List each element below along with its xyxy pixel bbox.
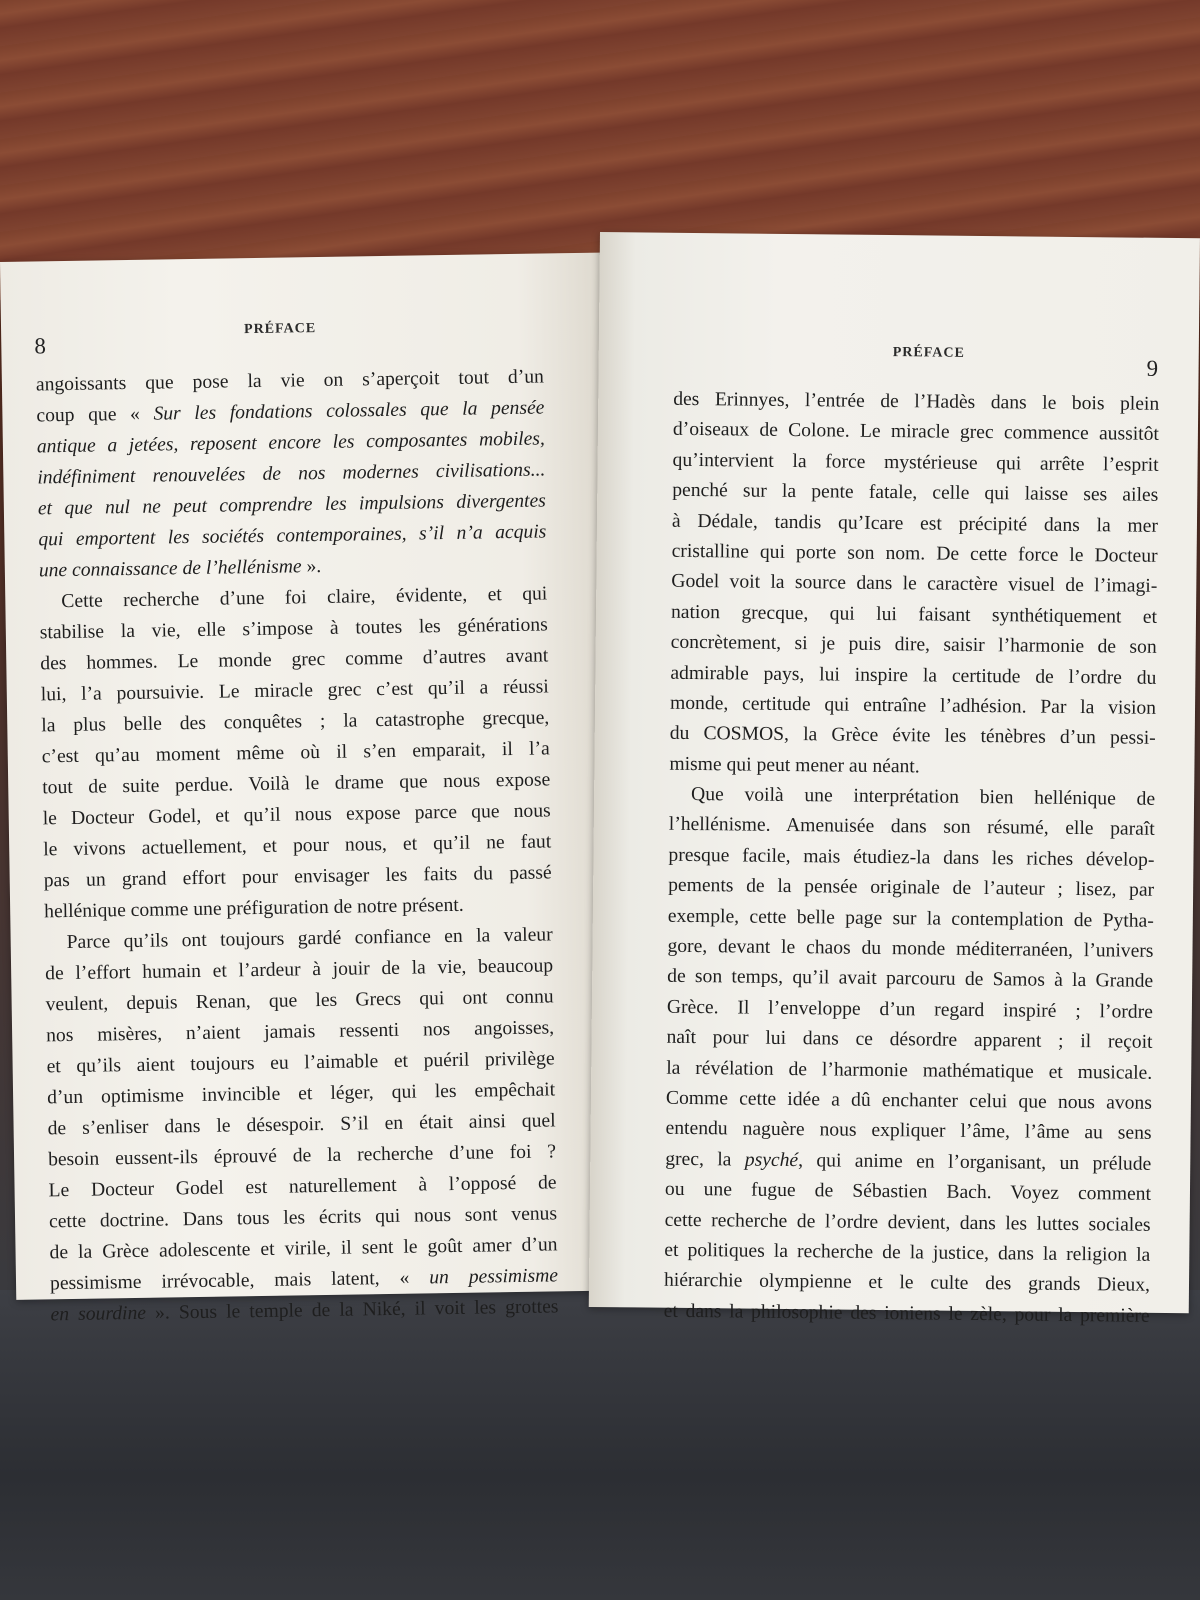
- text-line: [668, 901, 1154, 936]
- text-segment: le Docteur Godel, et qu’il nous expose parce que nous: [42, 800, 551, 830]
- text-segment: misme qui peut mener au néant.: [669, 753, 920, 778]
- text-line: [667, 962, 1153, 997]
- text-line: [670, 719, 1156, 754]
- text-line: [669, 810, 1155, 845]
- text-line: [664, 1266, 1150, 1301]
- text-segment: grec, la: [665, 1148, 745, 1171]
- text-line: [669, 749, 1155, 784]
- text-segment: hellénique comme une préfiguration de notre présent.: [44, 894, 464, 923]
- text-segment: Godel voit la source dans le caractère visuel de l’imagi-: [671, 571, 1158, 598]
- text-segment: à Dédale, tandis qu’Icare est précipité dans la mer: [671, 510, 1159, 537]
- text-segment: ou une fugue de Sébastien Bach. Voyez comment: [664, 1178, 1152, 1205]
- text-segment: ». Sous le temple de la Niké, il voit les grottes: [145, 1296, 559, 1324]
- text-segment: des hommes. Le monde grec comme d’autres avant: [40, 645, 549, 675]
- text-segment: concrètement, si je puis dire, saisir l’harmonie de son: [670, 631, 1157, 658]
- text-segment: Le Docteur Godel est naturellement à l’opposé de: [48, 1172, 557, 1202]
- text-line: [672, 506, 1158, 541]
- italic-quote-text: indéfiniment renouvelées de nos modernes civilisations...: [37, 459, 546, 489]
- running-head: PRÉFACE: [892, 345, 965, 361]
- text-segment: Que voilà une interprétation bien hellénique de: [691, 784, 1156, 810]
- italic-quote-text: en sourdine: [50, 1302, 147, 1326]
- text-segment: lui, l’a poursuivie. Le miracle grec c’est qu’il a réussi: [40, 676, 549, 706]
- italic-quote-text: psyché: [744, 1149, 799, 1171]
- text-line: [666, 1053, 1152, 1088]
- italic-quote-text: antique a jetées, reposent encore les composantes mobiles,: [36, 428, 546, 458]
- text-line: [664, 1296, 1150, 1331]
- text-line: [664, 1236, 1150, 1271]
- text-segment: Cette recherche d’une foi claire, évidente, et qui: [61, 583, 548, 613]
- text-segment: nation grecque, qui lui faisant synthétiquement et: [670, 601, 1158, 628]
- text-segment: pements de la pensée originale de l’auteur ; lisez, par: [668, 875, 1155, 902]
- italic-quote-text: Sur les fondations colossales que la pensée: [153, 397, 545, 425]
- text-segment: et qu’ils aient toujours eu l’aimable et puéril privilège: [46, 1048, 555, 1078]
- text-line: [673, 415, 1159, 450]
- text-segment: exemple, cette belle page sur la contemplation de Pytha-: [667, 905, 1154, 932]
- left-page: [0, 252, 624, 1326]
- text-line: [668, 871, 1154, 906]
- page-body-text: [664, 385, 1160, 1332]
- text-segment: du COSMOS, la Grèce évite les ténèbres d’un pessi-: [669, 723, 1156, 750]
- text-segment: hiérarchie olympienne et le culte des grands Dieux,: [663, 1270, 1151, 1297]
- text-segment: de l’effort humain et l’ardeur à jouir de la vie, beaucoup: [45, 955, 554, 985]
- text-segment: de la Grèce adolescente et virile, il sent le goût amer d’un: [49, 1234, 558, 1264]
- text-segment: de s’enliser dans le désespoir. S’il en était ainsi quel: [47, 1110, 556, 1140]
- text-segment: l’hellénisme. Amenuisée dans son résumé, elle paraît: [668, 814, 1155, 841]
- text-segment: presque facile, mais étudiez-la dans les riches dévelop-: [668, 844, 1155, 871]
- text-line: [667, 993, 1153, 1028]
- text-segment: monde, certitude qui entraîne l’adhésion. Par la vision: [669, 692, 1157, 719]
- text-segment: d’oiseaux de Colone. Le miracle grec commence aussitôt: [672, 419, 1160, 446]
- text-segment: pessimisme irrévocable, mais latent, «: [49, 1267, 430, 1295]
- page-body-text: [36, 361, 559, 1330]
- text-line: [670, 689, 1156, 724]
- text-segment: nos misères, n’aient jamais ressenti nos angoisses,: [45, 1017, 555, 1047]
- text-segment: admirable pays, lui inspire la certitude de l’ordre du: [670, 662, 1157, 689]
- text-segment: c’est qu’au moment même où il s’en emparait, il l’a: [41, 738, 550, 768]
- text-segment: cristalline qui porte son nom. De cette force le Docteur: [671, 540, 1158, 567]
- text-segment: des Erinnyes, l’entrée de l’Hadès dans le bois plein: [673, 388, 1160, 415]
- text-line: [666, 1023, 1152, 1058]
- page-number: 9: [1146, 355, 1159, 381]
- italic-quote-text: une connaissance de l’hellénisme: [38, 556, 302, 582]
- text-segment: , qui anime en l’organisant, un prélude: [798, 1149, 1152, 1175]
- text-line: [672, 476, 1158, 511]
- running-head: PRÉFACE: [243, 321, 317, 338]
- text-segment: tout de suite perdue. Voilà le drame que nous expose: [42, 769, 551, 799]
- italic-quote-text: et que nul ne peut comprendre les impulsions divergentes: [37, 490, 546, 520]
- text-segment: stabilise la vie, elle s’impose à toutes les générations: [39, 614, 548, 644]
- text-segment: Comme cette idée a dû enchanter celui que nous avons: [665, 1087, 1153, 1114]
- text-segment: pas un grand effort pour envisager les faits du passé: [43, 862, 552, 892]
- text-line: [672, 446, 1158, 481]
- text-segment: le vivons actuellement, et pour nous, et qu’il ne faut: [43, 831, 552, 861]
- text-segment: naît pour lui dans ce désordre apparent ; il reçoit: [666, 1026, 1153, 1054]
- fabric-background: [0, 1290, 1200, 1600]
- text-segment: et dans la philosophie des ioniens le zèle, pour la première: [663, 1300, 1150, 1327]
- text-segment: Grèce. Il l’enveloppe d’un regard inspiré ; l’ordre: [666, 996, 1153, 1023]
- text-segment: penché sur la pente fatale, celle qui laisse ses ailes: [672, 479, 1159, 507]
- text-segment: angoissants que pose la vie on s’aperçoit tout d’un: [35, 366, 545, 396]
- text-segment: cette doctrine. Dans tous les écrits qui nous sont venus: [48, 1203, 558, 1233]
- right-page: [589, 232, 1200, 1327]
- italic-quote-text: un pessimisme: [429, 1265, 559, 1289]
- text-segment: veulent, depuis Renan, que les Grecs qui ont connu: [45, 986, 554, 1016]
- text-line: [667, 932, 1153, 967]
- text-segment: besoin eussent-ils éprouvé de la recherche d’une foi ?: [47, 1141, 557, 1171]
- text-line: [665, 1114, 1151, 1149]
- text-line: [665, 1175, 1151, 1210]
- text-segment: Parce qu’ils ont toujours gardé confiance en la valeur: [66, 924, 553, 954]
- text-segment: et politiques la recherche de la justice, dans la religion la: [664, 1239, 1151, 1266]
- text-segment: coup que «: [36, 403, 154, 427]
- text-segment: gore, devant le chaos du monde méditerranéen, l’univers: [667, 935, 1154, 962]
- text-segment: entendu naguère nous expliquer l’âme, l’âme au sens: [665, 1118, 1152, 1145]
- italic-quote-text: qui emportent les sociétés contemporaines, s’il n’a acquis: [38, 521, 547, 551]
- text-segment: la révélation de l’harmonie mathématique et musicale.: [666, 1057, 1153, 1084]
- text-line: [670, 658, 1156, 693]
- text-line: [664, 1205, 1150, 1240]
- text-segment: la plus belle des conquêtes ; la catastrophe grecque,: [41, 707, 550, 737]
- text-line: [673, 385, 1159, 420]
- text-line: [671, 628, 1157, 663]
- text-segment: qu’intervient la force mystérieuse qui arrête l’esprit: [672, 449, 1159, 476]
- text-line: [671, 567, 1157, 602]
- text-segment: cette recherche de l’ordre devient, dans les luttes sociales: [664, 1209, 1151, 1236]
- text-segment: d’un optimisme invincible et léger, qui les empêchait: [46, 1079, 556, 1109]
- text-segment: ».: [301, 555, 322, 578]
- text-segment: de son temps, qu’il avait parcouru de Samos à la Grande: [667, 966, 1154, 993]
- page-number: 8: [34, 333, 47, 359]
- text-line: [666, 1084, 1152, 1119]
- text-line: [669, 780, 1155, 815]
